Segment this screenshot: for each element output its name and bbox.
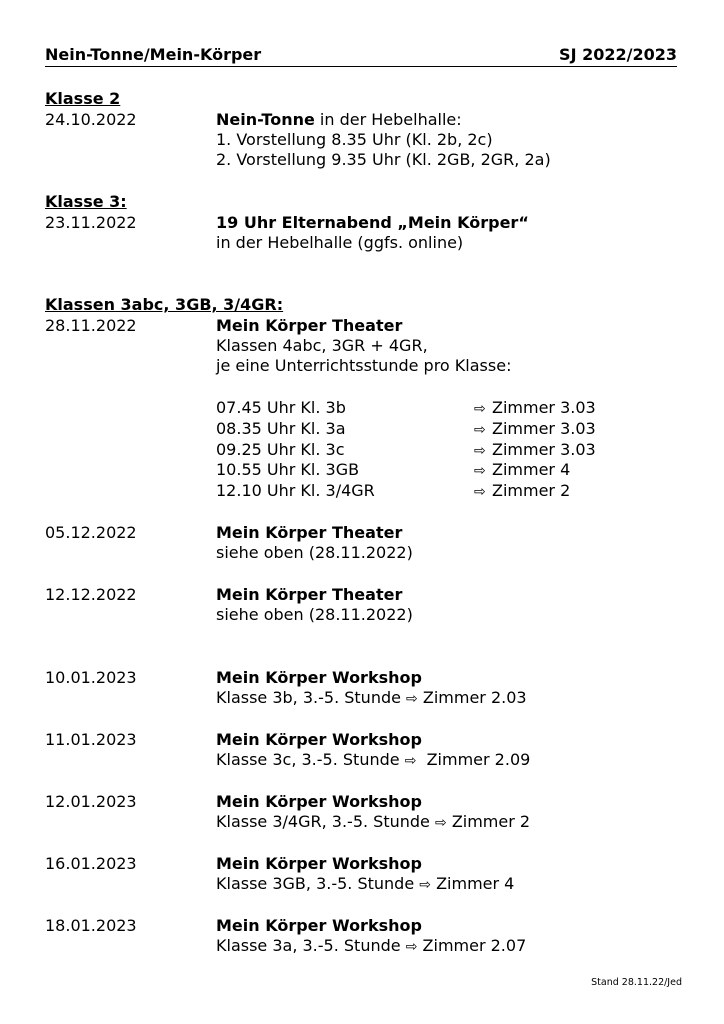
school-year: SJ 2022/2023 (559, 45, 677, 64)
entry-line: Klassen 4abc, 3GR + 4GR, (216, 336, 428, 355)
room-label: Zimmer 2.09 (426, 750, 531, 769)
entry-date: 24.10.2022 (45, 110, 137, 129)
entry-title: 19 Uhr Elternabend „Mein Körper“ (216, 213, 529, 232)
entry-date: 11.01.2023 (45, 730, 137, 749)
arrow-right-icon: ⇨ (406, 691, 418, 707)
entry-detail (216, 750, 530, 771)
detail-text: Klasse 3/4GR, 3.-5. Stunde (216, 812, 430, 831)
schedule-time: 12.10 Uhr Kl. 3/4GR (216, 481, 375, 500)
entry-line: je eine Unterrichtsstunde pro Klasse: (216, 356, 512, 375)
entry-title-suffix: in der Hebelhalle: (314, 110, 462, 129)
entry-line: in der Hebelhalle (ggfs. online) (216, 233, 464, 252)
detail-text: Klasse 3a, 3.-5. Stunde (216, 936, 401, 955)
arrow-right-icon: ⇨ (405, 939, 418, 955)
entry-date: 12.01.2023 (45, 792, 137, 811)
entry-title: Mein Körper Workshop (216, 916, 422, 935)
section-heading: Klassen 3abc, 3GB, 3/4GR: (45, 295, 284, 314)
entry-title: Mein Körper Theater (216, 316, 403, 335)
entry-date: 23.11.2022 (45, 213, 137, 232)
entry-detail (216, 874, 514, 895)
schedule-room (474, 419, 596, 440)
room-label: Zimmer 4 (492, 460, 571, 479)
room-label: Zimmer 2 (451, 812, 531, 831)
entry-title: Mein Körper Workshop (216, 854, 422, 873)
detail-text: Klasse 3b, 3.-5. Stunde (216, 688, 401, 707)
room-label: Zimmer 2.07 (422, 936, 527, 955)
arrow-right-icon: ⇨ (474, 484, 486, 500)
entry-title-line (216, 110, 462, 130)
arrow-right-icon: ⇨ (474, 422, 486, 438)
room-label: Zimmer 2 (492, 481, 571, 500)
arrow-right-icon: ⇨ (404, 753, 417, 769)
entry-detail (216, 688, 527, 709)
schedule-room (474, 460, 570, 481)
entry-date: 12.12.2022 (45, 585, 137, 604)
entry-title: Mein Körper Workshop (216, 730, 422, 749)
entry-detail (216, 812, 530, 833)
arrow-right-icon: ⇨ (474, 401, 486, 417)
arrow-right-icon: ⇨ (474, 443, 486, 459)
schedule-room (474, 481, 570, 502)
entry-detail (216, 936, 526, 957)
schedule-room (474, 398, 596, 419)
entry-title: Mein Körper Theater (216, 523, 403, 542)
document-header (45, 44, 677, 67)
detail-text: Klasse 3c, 3.-5. Stunde (216, 750, 400, 769)
entry-date: 16.01.2023 (45, 854, 137, 873)
room-label: Zimmer 3.03 (492, 440, 596, 459)
schedule-time: 10.55 Uhr Kl. 3GB (216, 460, 360, 479)
entry-title: Mein Körper Workshop (216, 792, 422, 811)
arrow-right-icon: ⇨ (419, 877, 431, 893)
detail-text: Klasse 3GB, 3.-5. Stunde (216, 874, 415, 893)
arrow-right-icon: ⇨ (434, 815, 447, 831)
document-title: Nein-Tonne/Mein-Körper (45, 45, 262, 64)
entry-title: Mein Körper Workshop (216, 668, 422, 687)
entry-line: 1. Vorstellung 8.35 Uhr (Kl. 2b, 2c) (216, 130, 493, 149)
arrow-right-icon: ⇨ (474, 463, 486, 479)
room-label: Zimmer 3.03 (492, 419, 596, 438)
entry-title: Mein Körper Theater (216, 585, 403, 604)
section-heading: Klasse 3: (45, 192, 127, 211)
entry-date: 05.12.2022 (45, 523, 137, 542)
entry-date: 10.01.2023 (45, 668, 137, 687)
entry-line: 2. Vorstellung 9.35 Uhr (Kl. 2GB, 2GR, 2a) (216, 150, 551, 169)
schedule-time: 09.25 Uhr Kl. 3c (216, 440, 345, 459)
entry-line: siehe oben (28.11.2022) (216, 605, 413, 624)
footer-status: Stand 28.11.22/Jed (591, 977, 682, 988)
entry-title: Nein-Tonne (216, 110, 315, 129)
schedule-time: 08.35 Uhr Kl. 3a (216, 419, 346, 438)
entry-date: 18.01.2023 (45, 916, 137, 935)
schedule-room (474, 440, 596, 461)
entry-date: 28.11.2022 (45, 316, 137, 335)
room-label: Zimmer 2.03 (422, 688, 527, 707)
entry-line: siehe oben (28.11.2022) (216, 543, 413, 562)
section-heading: Klasse 2 (45, 89, 121, 108)
room-label: Zimmer 4 (436, 874, 515, 893)
room-label: Zimmer 3.03 (492, 398, 596, 417)
schedule-time: 07.45 Uhr Kl. 3b (216, 398, 346, 417)
